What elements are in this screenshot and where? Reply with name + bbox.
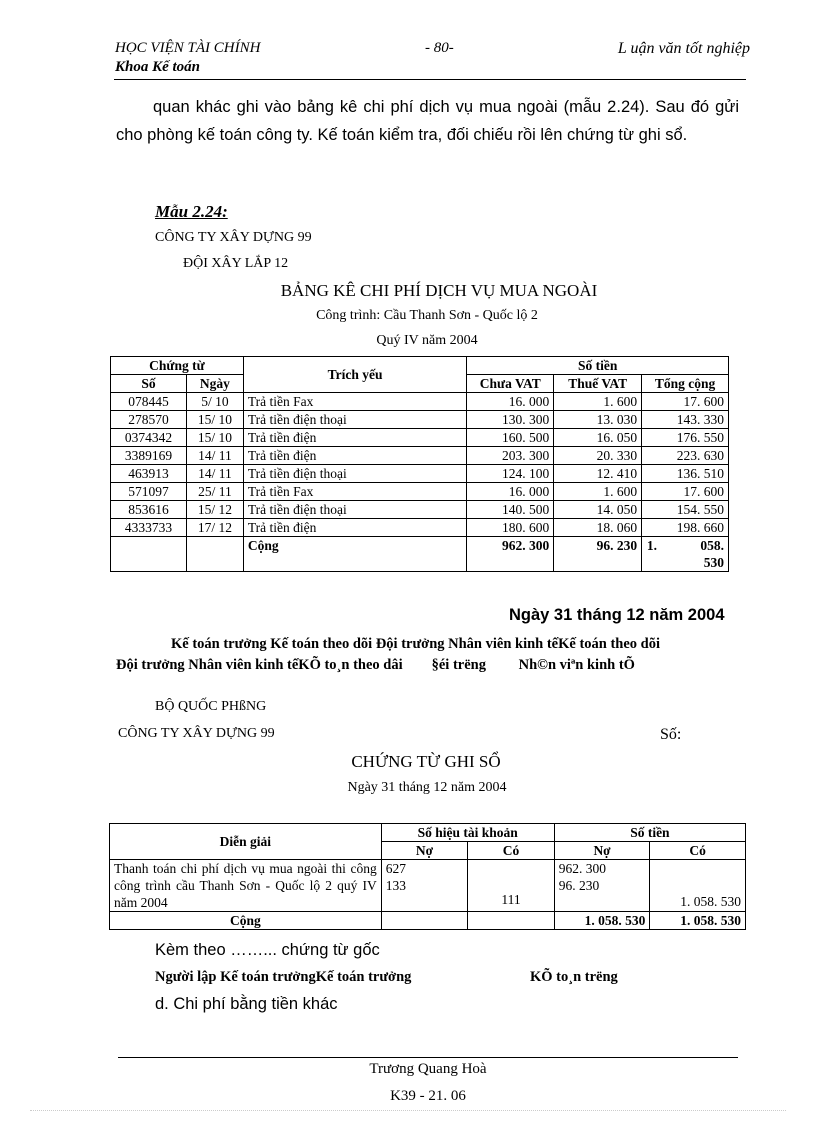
table-row xyxy=(111,447,729,465)
header-department: Khoa Kế toán xyxy=(115,59,201,75)
header-rule xyxy=(114,79,746,80)
voucher-signer-right: KÕ to¸n trëng xyxy=(530,969,618,985)
row-description: Trả tiền Fax xyxy=(243,393,466,411)
table-row xyxy=(111,465,729,483)
row-tong-cong: 17. 600 xyxy=(642,483,729,501)
row-thue-vat: 12. 410 xyxy=(554,465,642,483)
header-co-2: Có xyxy=(650,842,746,860)
row-chua-vat: 203. 300 xyxy=(467,447,554,465)
amount-no-2: 96. 230 xyxy=(558,878,600,893)
header-so: Số xyxy=(111,375,187,393)
header-institution: HỌC VIỆN TÀI CHÍNH xyxy=(115,40,261,56)
row-description: Trả tiền Fax xyxy=(243,483,466,501)
row-ngay: 25/ 11 xyxy=(186,483,243,501)
signature-line-1: Kế toán trưởng Kế toán theo dõi Đội trưởng Nhân viên kinh tếKế toán theo dõi xyxy=(171,636,661,652)
row-chua-vat: 180. 600 xyxy=(467,519,554,537)
team-name: ĐỘI XÂY LẮP 12 xyxy=(183,256,289,271)
expense-table xyxy=(110,356,729,572)
voucher-table xyxy=(109,823,746,930)
row-thue-vat: 1. 600 xyxy=(554,393,642,411)
row-tong-cong: 143. 330 xyxy=(642,411,729,429)
footer-author: Trương Quang Hoà xyxy=(369,1061,487,1077)
header-trich-yeu: Trích yếu xyxy=(243,357,466,393)
row-chua-vat: 140. 500 xyxy=(467,501,554,519)
ministry-name: BỘ QUỐC PHßNG xyxy=(155,699,267,714)
row-so: 853616 xyxy=(111,501,187,519)
row-so: 4333733 xyxy=(111,519,187,537)
total-chua-vat: 962. 300 xyxy=(467,537,554,572)
account-co: 111 xyxy=(468,860,555,912)
table-row xyxy=(111,393,729,411)
row-so: 0374342 xyxy=(111,429,187,447)
header-chua-vat: Chưa VAT xyxy=(467,375,554,393)
total-empty-cell xyxy=(111,537,187,572)
header-no-2: Nợ xyxy=(554,842,650,860)
date-line: Ngày 31 tháng 12 năm 2004 xyxy=(509,606,725,624)
row-ngay: 14/ 11 xyxy=(186,465,243,483)
row-so: 463913 xyxy=(111,465,187,483)
section-d-heading: d. Chi phí bằng tiền khác xyxy=(155,995,338,1013)
row-description: Trả tiền điện thoại xyxy=(243,465,466,483)
attached-docs: Kèm theo ……... chứng từ gốc xyxy=(155,941,380,959)
amount-no-1: 962. 300 xyxy=(558,861,607,876)
total-label: Cộng xyxy=(243,537,466,572)
quarter-line: Quý IV năm 2004 xyxy=(376,333,478,348)
table-row xyxy=(111,483,729,501)
header-thue-vat: Thuế VAT xyxy=(554,375,642,393)
row-so: 3389169 xyxy=(111,447,187,465)
row-tong-cong: 198. 660 xyxy=(642,519,729,537)
amount-no-cell xyxy=(554,860,650,912)
row-tong-cong: 17. 600 xyxy=(642,393,729,411)
footer-class: K39 - 21. 06 xyxy=(390,1088,466,1104)
row-so: 078445 xyxy=(111,393,187,411)
row-thue-vat: 1. 600 xyxy=(554,483,642,501)
account-no-cell xyxy=(381,860,468,912)
header-chung-tu: Chứng từ xyxy=(111,357,244,375)
voucher-description: Thanh toán chi phí dịch vụ mua ngoài thi công công trình cầu Thanh Sơn - Quốc lộ 2 quý IV năm 2004 xyxy=(110,860,382,912)
signature-line-2: Đội trưởng Nhân viên kinh tếKÕ to¸n theo dâi §éi trëng Nh©n viªn kinh tÕ xyxy=(116,657,635,673)
row-ngay: 5/ 10 xyxy=(186,393,243,411)
row-description: Trả tiền điện thoại xyxy=(243,411,466,429)
header-ngay: Ngày xyxy=(186,375,243,393)
row-ngay: 15/ 12 xyxy=(186,501,243,519)
header-co: Có xyxy=(468,842,555,860)
amount-co: 1. 058. 530 xyxy=(650,860,746,912)
row-tong-cong: 136. 510 xyxy=(642,465,729,483)
row-tong-cong: 176. 550 xyxy=(642,429,729,447)
row-so: 278570 xyxy=(111,411,187,429)
project-line: Công trình: Cầu Thanh Sơn - Quốc lộ 2 xyxy=(316,308,538,323)
header-so-tien-2: Số tiền xyxy=(554,824,745,842)
row-thue-vat: 18. 060 xyxy=(554,519,642,537)
company-name-2: CÔNG TY XÂY DỰNG 99 xyxy=(118,726,275,741)
total-thue-vat: 96. 230 xyxy=(554,537,642,572)
voucher-total-label: Cộng xyxy=(110,912,382,930)
voucher-total-co: 1. 058. 530 xyxy=(650,912,746,930)
header-tong-cong: Tổng cộng xyxy=(642,375,729,393)
row-thue-vat: 13. 030 xyxy=(554,411,642,429)
row-ngay: 15/ 10 xyxy=(186,411,243,429)
row-ngay: 15/ 10 xyxy=(186,429,243,447)
row-chua-vat: 124. 100 xyxy=(467,465,554,483)
table-row xyxy=(111,411,729,429)
row-chua-vat: 16. 000 xyxy=(467,393,554,411)
footer-rule xyxy=(118,1057,738,1058)
header-no: Nợ xyxy=(381,842,468,860)
table-row xyxy=(111,519,729,537)
total-empty-cell xyxy=(186,537,243,572)
row-description: Trả tiền điện xyxy=(243,519,466,537)
voucher-total-empty xyxy=(381,912,468,930)
header-dien-giai: Diễn giải xyxy=(110,824,382,860)
header-so-hieu: Số hiệu tài khoản xyxy=(381,824,554,842)
company-name: CÔNG TY XÂY DỰNG 99 xyxy=(155,230,312,245)
row-thue-vat: 14. 050 xyxy=(554,501,642,519)
row-description: Trả tiền điện xyxy=(243,429,466,447)
intro-paragraph: quan khác ghi vào bảng kê chi phí dịch vụ mua ngoài (mẫu 2.24). Sau đó gửi cho phòng kế toán công ty. Kế toán kiểm tra, đối chiếu rồi lên chứng từ ghi sổ. xyxy=(116,98,739,144)
row-so: 571097 xyxy=(111,483,187,501)
so-label: Số: xyxy=(660,726,682,743)
row-chua-vat: 16. 000 xyxy=(467,483,554,501)
voucher-title: CHỨNG TỪ GHI SỔ xyxy=(351,752,501,771)
page-edge-dotted-line xyxy=(30,1110,786,1111)
row-tong-cong: 154. 550 xyxy=(642,501,729,519)
voucher-date: Ngày 31 tháng 12 năm 2004 xyxy=(347,780,507,795)
row-thue-vat: 20. 330 xyxy=(554,447,642,465)
table-row xyxy=(111,501,729,519)
row-chua-vat: 160. 500 xyxy=(467,429,554,447)
row-ngay: 14/ 11 xyxy=(186,447,243,465)
form-title: BẢNG KÊ CHI PHÍ DỊCH VỤ MUA NGOÀI xyxy=(280,281,598,300)
header-doc-type: L uận văn tốt nghiệp xyxy=(617,40,750,57)
row-thue-vat: 16. 050 xyxy=(554,429,642,447)
row-description: Trả tiền điện thoại xyxy=(243,501,466,519)
row-tong-cong: 223. 630 xyxy=(642,447,729,465)
header-so-tien: Số tiền xyxy=(467,357,729,375)
row-description: Trả tiền điện xyxy=(243,447,466,465)
page-number: - 80- xyxy=(425,40,454,56)
row-chua-vat: 130. 300 xyxy=(467,411,554,429)
table-row xyxy=(111,429,729,447)
voucher-total-empty xyxy=(468,912,555,930)
form-label: Mẫu 2.24: xyxy=(155,202,228,221)
account-no-1: 627 xyxy=(385,861,406,876)
total-tong-cong: 1. 058. 530 xyxy=(642,537,729,572)
voucher-signers: Người lập Kế toán trưởngKế toán trưởng xyxy=(155,969,412,985)
row-ngay: 17/ 12 xyxy=(186,519,243,537)
account-no-2: 133 xyxy=(385,878,406,893)
voucher-total-no: 1. 058. 530 xyxy=(554,912,650,930)
